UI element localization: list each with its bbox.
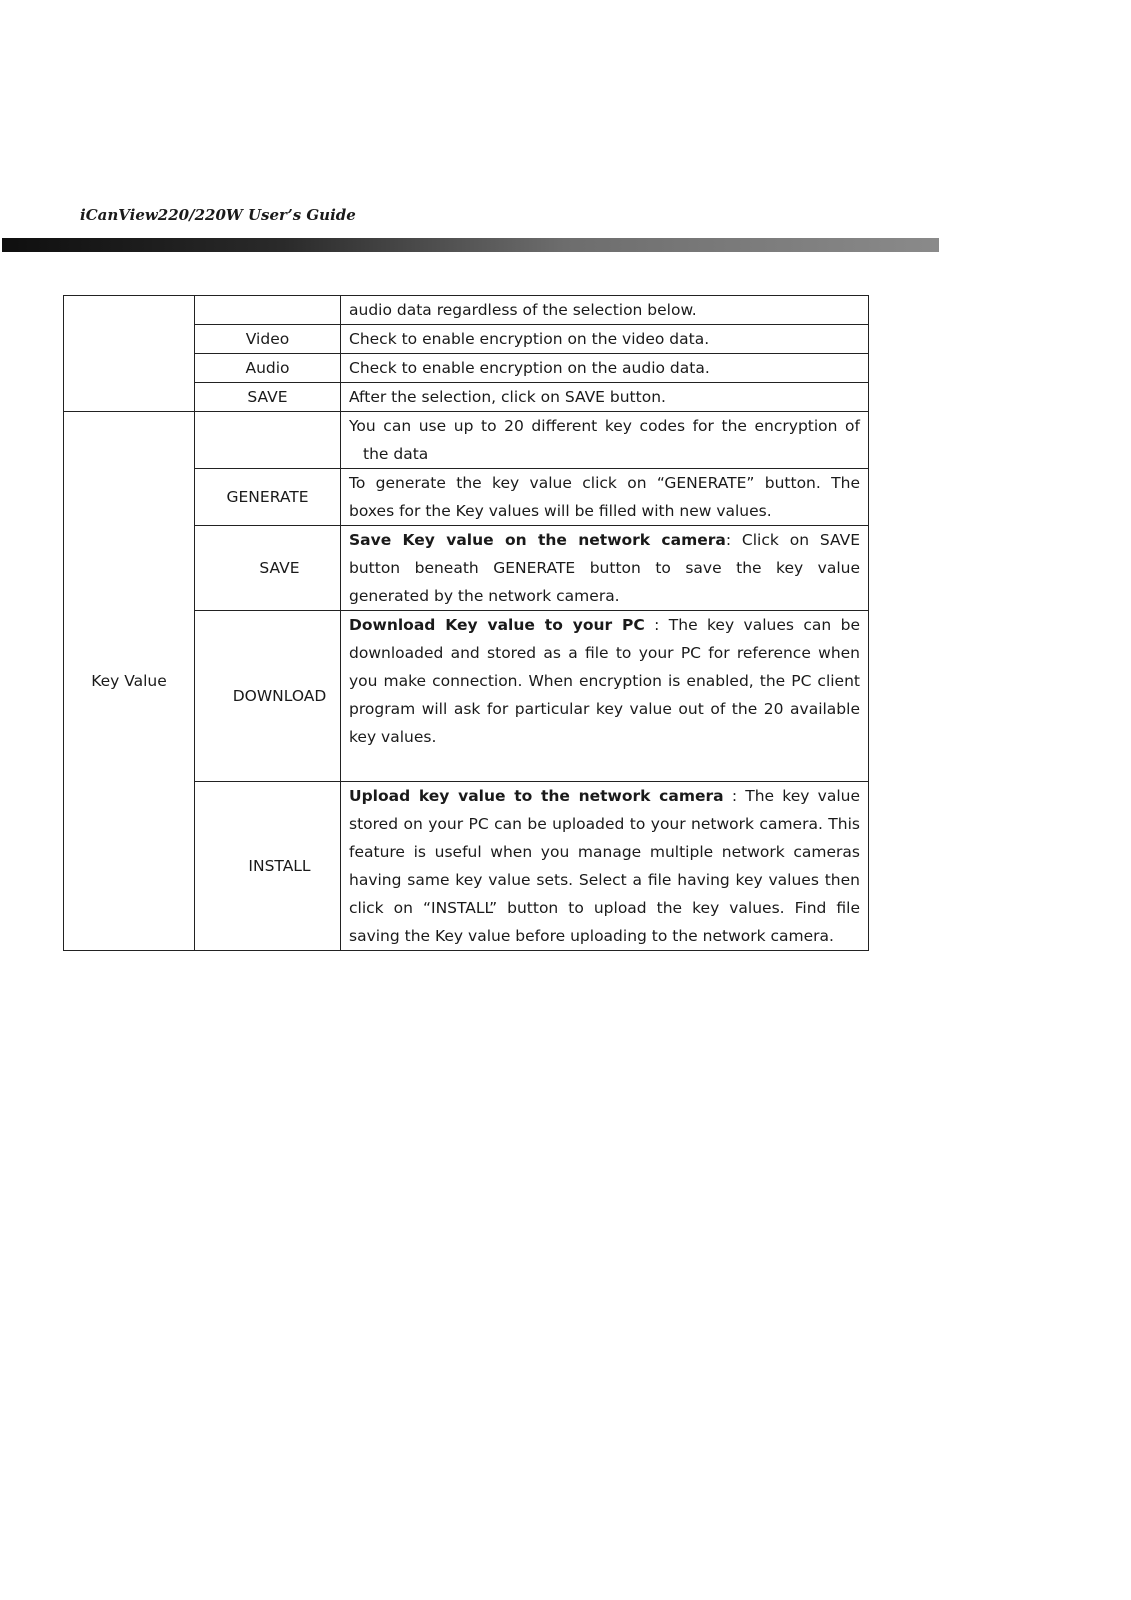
row-label-generate: GENERATE bbox=[195, 469, 341, 526]
row-label-download: DOWNLOAD bbox=[195, 611, 341, 782]
generate-description: To generate the key value click on “GENERATE” button. The boxes for the Key values will be filled with new values. bbox=[349, 474, 860, 520]
row-description: Check to enable encryption on the audio data. bbox=[341, 354, 869, 383]
key-intro-line: You can use up to 20 different key codes for the encryption of bbox=[349, 417, 860, 435]
document-header-title: iCanView220/220W User’s Guide bbox=[80, 206, 356, 224]
key-intro-line: the data bbox=[363, 445, 429, 463]
row-label-save: SAVE bbox=[195, 526, 341, 611]
bold-heading: Upload key value to the network camera bbox=[349, 787, 724, 805]
row-description bbox=[341, 412, 869, 469]
empty-label-cell bbox=[195, 296, 341, 325]
row-description bbox=[341, 782, 869, 951]
save-description: : Click on SAVE button beneath GENERATE button to save the key value generated by the network camera. bbox=[349, 531, 860, 605]
row-label-install: INSTALL bbox=[195, 782, 341, 951]
bold-heading: Save Key value on the network camera bbox=[349, 531, 726, 549]
row-description bbox=[341, 526, 869, 611]
install-description: : The key value stored on your PC can be uploaded to your network camera. This feature is useful when you manage multiple network cameras having same key value sets. Select a file having key values then click on “INSTALL” button to upload the key values. Find file saving the Key value before uploading to the network camera. bbox=[349, 787, 861, 945]
row-description: Check to enable encryption on the video data. bbox=[341, 325, 869, 354]
settings-table bbox=[63, 295, 869, 951]
row-label-save: SAVE bbox=[195, 383, 341, 412]
row-description: After the selection, click on SAVE button. bbox=[341, 383, 869, 412]
empty-label-cell bbox=[195, 412, 341, 469]
row-description bbox=[341, 469, 869, 526]
table-row bbox=[64, 412, 869, 469]
row-description bbox=[341, 611, 869, 782]
download-description: : The key values can be downloaded and stored as a file to your PC for reference when you make connection. When encryption is enabled, the PC client program will ask for particular key value out of the 20 available key values. bbox=[349, 616, 860, 746]
row-label-audio: Audio bbox=[195, 354, 341, 383]
header-gradient-rule bbox=[2, 238, 939, 252]
row-label-video: Video bbox=[195, 325, 341, 354]
bold-heading: Download Key value to your PC bbox=[349, 616, 645, 634]
key-value-label: Key Value bbox=[64, 412, 195, 951]
row-description: audio data regardless of the selection below. bbox=[341, 296, 869, 325]
encryption-group-cell bbox=[64, 296, 195, 412]
table-row bbox=[64, 296, 869, 325]
